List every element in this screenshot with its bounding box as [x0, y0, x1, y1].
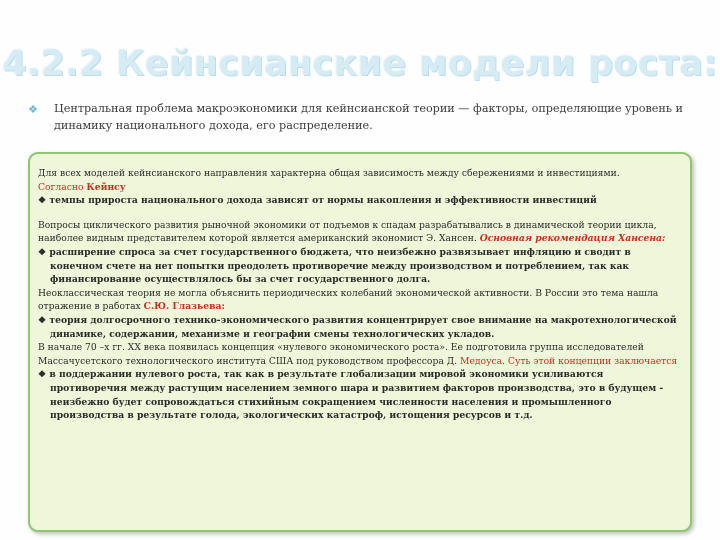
- hansen-recommendation-label: Основная рекомендация Хансена:: [479, 233, 666, 245]
- bullet-zero-growth: ❖ в поддержании нулевого роста, так как в результате глобализации мировой экономики усиливаются противоречия между растущим населением земного шара и развитием факторов производства, это в будущем - неизбежно будет сопровождаться стихийным сокращением численности населения и промышленного производства в результате голода, экологических катастроф, истощения ресурсов и т.д.: [38, 369, 664, 422]
- intro-text: Центральная проблема макроэкономики для кейнсианской теории — факторы, определяющие уровень и динамику национального дохода, его распределение.: [54, 102, 683, 132]
- keynes-name: Кейнсу: [86, 181, 126, 193]
- intro-paragraph: [28, 100, 688, 134]
- panel-paragraph-1: [38, 167, 683, 194]
- panel-paragraph-glaziev: [38, 287, 683, 314]
- bullet-keynes: ❖ темпы прироста национального дохода зависят от нормы накопления и эффективности инвестиций: [38, 195, 597, 207]
- panel-paragraph-hansen: [38, 219, 683, 246]
- diamond-bullet-icon: ❖: [28, 103, 38, 116]
- hansen-text: Вопросы циклического развития рыночной экономики от подъемов к спадам разрабатывались в динамической теории цикла, наиболее видным представителем которой является американский экономист Э. Хансен.: [38, 219, 657, 245]
- neoclassical-text: Неоклассическая теория не могла объяснить периодических колебаний экономической активности. В России это тема нашла отражение в работах: [38, 287, 659, 313]
- spacer: [38, 208, 683, 219]
- bullet-hansen: ❖ расширение спроса за счет государственного бюджета, что неизбежно развязывает инфляцию и сводит в конечном счете на нет попытки преодолеть противоречие между производством и потреблением, так как финансирование осуществлялось бы за счет государственного долга.: [38, 246, 631, 286]
- slide-title: 4.2.2 Кейнсианские модели роста:: [2, 44, 718, 84]
- according-to-label: Согласно: [38, 181, 87, 193]
- zero-growth-text: В начале 70 –х гг. XX века появилась концепция «нулевого экономического роста». Ее подготовила группа исследователей Массачусетского технологического института США под руководством профессора Д.: [38, 342, 644, 367]
- meadows-label: Медоуса. Суть этой концепции заключается: [460, 355, 678, 367]
- panel-paragraph-meadows: [38, 341, 683, 368]
- glaziev-name: С.Ю. Глазьева:: [143, 301, 225, 313]
- content-panel: [28, 152, 692, 532]
- bullet-glaziev: ❖ теория долгосрочного технико-экономического развития концентрирует свое внимание на макротехнологической динамике, содержании, механизме и географии смены технологических укладов.: [38, 314, 677, 340]
- savings-investment-text: Для всех моделей кейнсианского направления характерна общая зависимость между сбережениями и инвестициями.: [38, 168, 620, 179]
